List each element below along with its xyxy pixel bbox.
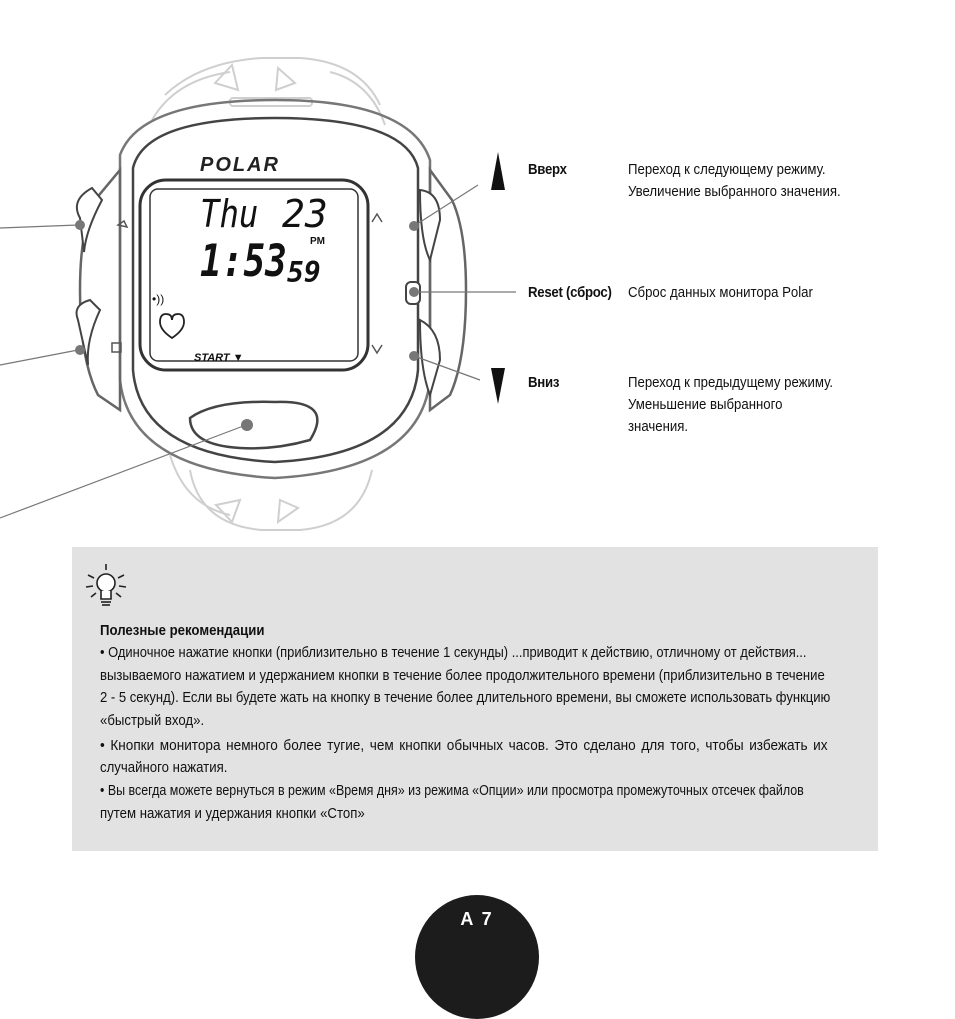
tip-line: • Кнопки монитора немного более тугие, чем кнопки обычных часов. Это сделано для того, чтобы избежать их [100,737,828,754]
tip-line: «быстрый вход». [100,712,205,729]
tip-line: случайного нажатия. [100,759,228,776]
tip-line: путем нажатия и удержания кнопки «Стоп» [100,805,365,822]
watch-display-date: 23 [282,192,328,236]
watch-display-time: 1:53 [200,236,287,287]
desc-line: Сброс данных монитора Polar [628,284,813,301]
button-desc-down [628,372,833,438]
watch-brand: POLAR [200,154,280,176]
desc-line: Уменьшение выбранного [628,396,783,413]
desc-line: значения. [628,418,689,435]
tip-line: 2 - 5 секунд). Если вы будете жать на кнопку в течение более длительного времени, вы сможете использовать функцию [100,689,831,706]
watch-display-ampm: PM [310,236,325,247]
page-number-badge [415,895,539,1019]
tip-line: • Одиночное нажатие кнопки (приблизительно в течение 1 секунды) ...приводит к действию, отличному от действия... [100,644,807,661]
button-desc-up [628,159,841,203]
down-arrow-icon [491,368,505,404]
watch-display-start: START ▼ [194,352,244,364]
up-arrow-icon [491,152,505,190]
button-label-up: Вверх [528,161,567,178]
page-number: A 7 [460,909,494,929]
button-label-reset: Reset (сброс) [528,284,612,301]
button-label-down: Вниз [528,374,560,391]
lightbulb-icon [80,561,132,613]
desc-line: Увеличение выбранного значения. [628,183,841,200]
tip-line: вызываемого нажатием и удержанием кнопки в течение более продолжительного времени (приблизительно в течение [100,667,825,684]
watch-display-day: Thu [200,192,259,236]
watch-display-seconds: 59 [287,256,321,289]
button-desc-reset [628,282,813,304]
watch-signal-icon: •)) [152,292,165,306]
tips-title: Полезные рекомендации [100,622,265,639]
tips-box [72,547,878,851]
desc-line: Переход к следующему режиму. [628,161,826,178]
tip-line: • Вы всегда можете вернуться в режим «Время дня» из режима «Опции» или просмотра промежуточных отсечек файлов [100,782,804,799]
desc-line: Переход к предыдущему режиму. [628,374,834,391]
